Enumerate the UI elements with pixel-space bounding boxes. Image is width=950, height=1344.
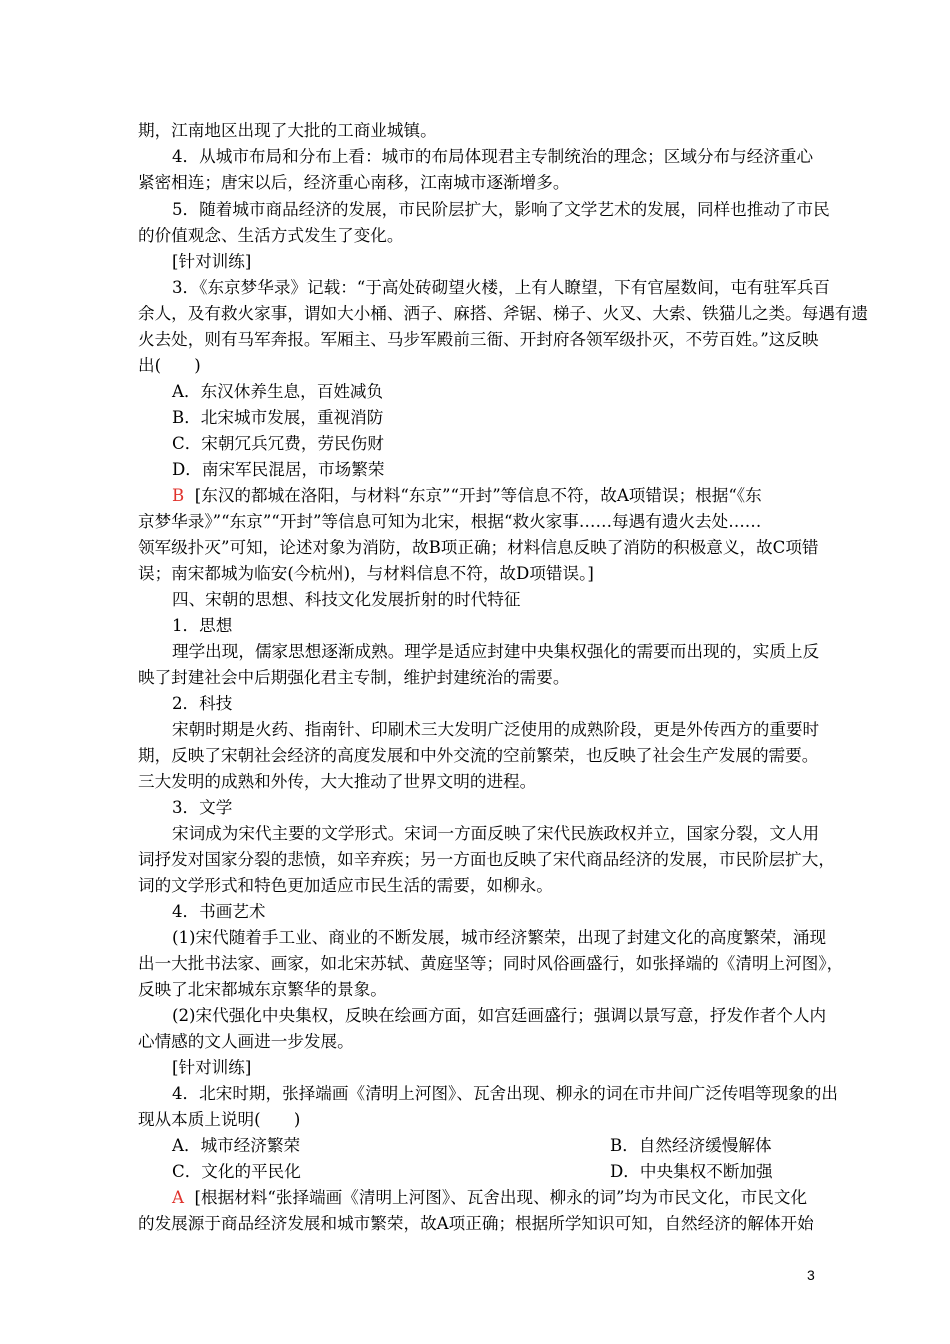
subheading: 4．书画艺术 xyxy=(172,902,266,921)
text-line: 的发展源于商品经济发展和城市繁荣，故A项正确；根据所学知识可知，自然经济的解体开始 xyxy=(138,1214,814,1233)
answer-explanation xyxy=(172,483,762,509)
text-line: 期，反映了宋朝社会经济的高度发展和中外交流的空前繁荣，也反映了社会生产发展的需要。 xyxy=(138,746,819,765)
option-c: C．宋朝冗兵冗费，劳民伤财 xyxy=(172,434,384,453)
option-a: A．东汉休养生息，百姓减负 xyxy=(172,382,384,401)
section-label: [针对训练] xyxy=(172,252,252,271)
answer-letter: A xyxy=(172,1188,184,1207)
text-line: 误；南宋都城为临安(今杭州)，与材料信息不符，故D项错误。] xyxy=(138,564,594,583)
text-line: 紧密相连；唐宋以后，经济重心南移，江南城市逐渐增多。 xyxy=(138,173,570,192)
text-line: 4．从城市布局和分布上看：城市的布局体现君主专制统治的理念；区域分布与经济重心 xyxy=(172,147,814,166)
option-d: D．中央集权不断加强 xyxy=(610,1162,773,1181)
text-line: 反映了北宋都城东京繁华的景象。 xyxy=(138,980,387,999)
text-line: 宋朝时期是火药、指南针、印刷术三大发明广泛使用的成熟阶段，更是外传西方的重要时 xyxy=(172,720,820,739)
text-line: 的价值观念、生活方式发生了变化。 xyxy=(138,226,404,245)
option-row xyxy=(172,1159,773,1185)
subheading: 3．文学 xyxy=(172,798,233,817)
text-line: 5．随着城市商品经济的发展，市民阶层扩大，影响了文学艺术的发展，同样也推动了市民 xyxy=(172,200,830,219)
text-line: 词抒发对国家分裂的悲愤，如辛弃疾；另一方面也反映了宋代商品经济的发展，市民阶层扩大， xyxy=(138,850,835,869)
section-label: [针对训练] xyxy=(172,1058,252,1077)
text-line: (1)宋代随着手工业、商业的不断发展，城市经济繁荣，出现了封建文化的高度繁荣，涌现 xyxy=(172,928,827,947)
explanation-text: [根据材料“张择端画《清明上河图》、瓦舍出现、柳永的词”均为市民文化，市民文化 xyxy=(194,1188,808,1207)
text-line: (2)宋代强化中央集权，反映在绘画方面，如宫廷画盛行；强调以景写意，抒发作者个人内 xyxy=(172,1006,827,1025)
option-c: C．文化的平民化 xyxy=(172,1162,301,1181)
text-line: 三大发明的成熟和外传，大大推动了世界文明的进程。 xyxy=(138,772,537,791)
subheading: 1．思想 xyxy=(172,616,233,635)
explanation-text: [东汉的都城在洛阳，与材料“东京”“开封”等信息不符，故A项错误；根据“《东 xyxy=(194,486,762,505)
text-line: 映了封建社会中后期强化君主专制，维护封建统治的需要。 xyxy=(138,668,570,687)
text-line: 领军级扑灭”可知，论述对象为消防，故B项正确；材料信息反映了消防的积极意义，故C项错 xyxy=(138,538,819,557)
text-line: 心情感的文人画进一步发展。 xyxy=(138,1032,354,1051)
question-stem: 火去处，则有马军奔报。军厢主、马步军殿前三衙、开封府各领军级扑灭，不劳百姓。”这反映 xyxy=(138,330,819,349)
option-row xyxy=(172,1133,772,1159)
text-line: 期，江南地区出现了大批的工商业城镇。 xyxy=(138,121,437,140)
page-number: 3 xyxy=(807,1267,815,1283)
text-line: 出一大批书法家、画家，如北宋苏轼、黄庭坚等；同时风俗画盛行，如张择端的《清明上河图》， xyxy=(138,954,844,973)
question-stem: 现从本质上说明( ) xyxy=(138,1110,301,1129)
option-b: B．自然经济缓慢解体 xyxy=(610,1136,772,1155)
question-stem: 3．《东京梦华录》记载：“于高处砖砌望火楼，上有人瞭望，下有官屋数间，屯有驻军兵百 xyxy=(172,278,830,297)
option-d: D．南宋军民混居，市场繁荣 xyxy=(172,460,385,479)
section-heading: 四、宋朝的思想、科技文化发展折射的时代特征 xyxy=(172,590,521,609)
text-line: 宋词成为宋代主要的文学形式。宋词一方面反映了宋代民族政权并立，国家分裂，文人用 xyxy=(172,824,820,843)
text-line: 理学出现，儒家思想逐渐成熟。理学是适应封建中央集权强化的需要而出现的，实质上反 xyxy=(172,642,820,661)
question-stem: 出( ) xyxy=(138,356,201,375)
question-stem: 余人，及有救火家事，谓如大小桶、洒子、麻搭、斧锯、梯子、火叉、大索、铁猫儿之类。每遇有遗 xyxy=(138,304,869,323)
text-line: 京梦华录》”“东京”“开封”等信息可知为北宋，根据“救火家事……每遇有遗火去处…… xyxy=(138,512,762,531)
option-a: A．城市经济繁荣 xyxy=(172,1136,301,1155)
answer-explanation xyxy=(172,1185,807,1211)
answer-letter: B xyxy=(172,486,185,505)
text-line: 词的文学形式和特色更加适应市民生活的需要，如柳永。 xyxy=(138,876,553,895)
question-stem: 4．北宋时期，张择端画《清明上河图》、瓦舍出现、柳永的词在市井间广泛传唱等现象的出 xyxy=(172,1084,839,1103)
option-b: B．北宋城市发展，重视消防 xyxy=(172,408,384,427)
subheading: 2．科技 xyxy=(172,694,233,713)
